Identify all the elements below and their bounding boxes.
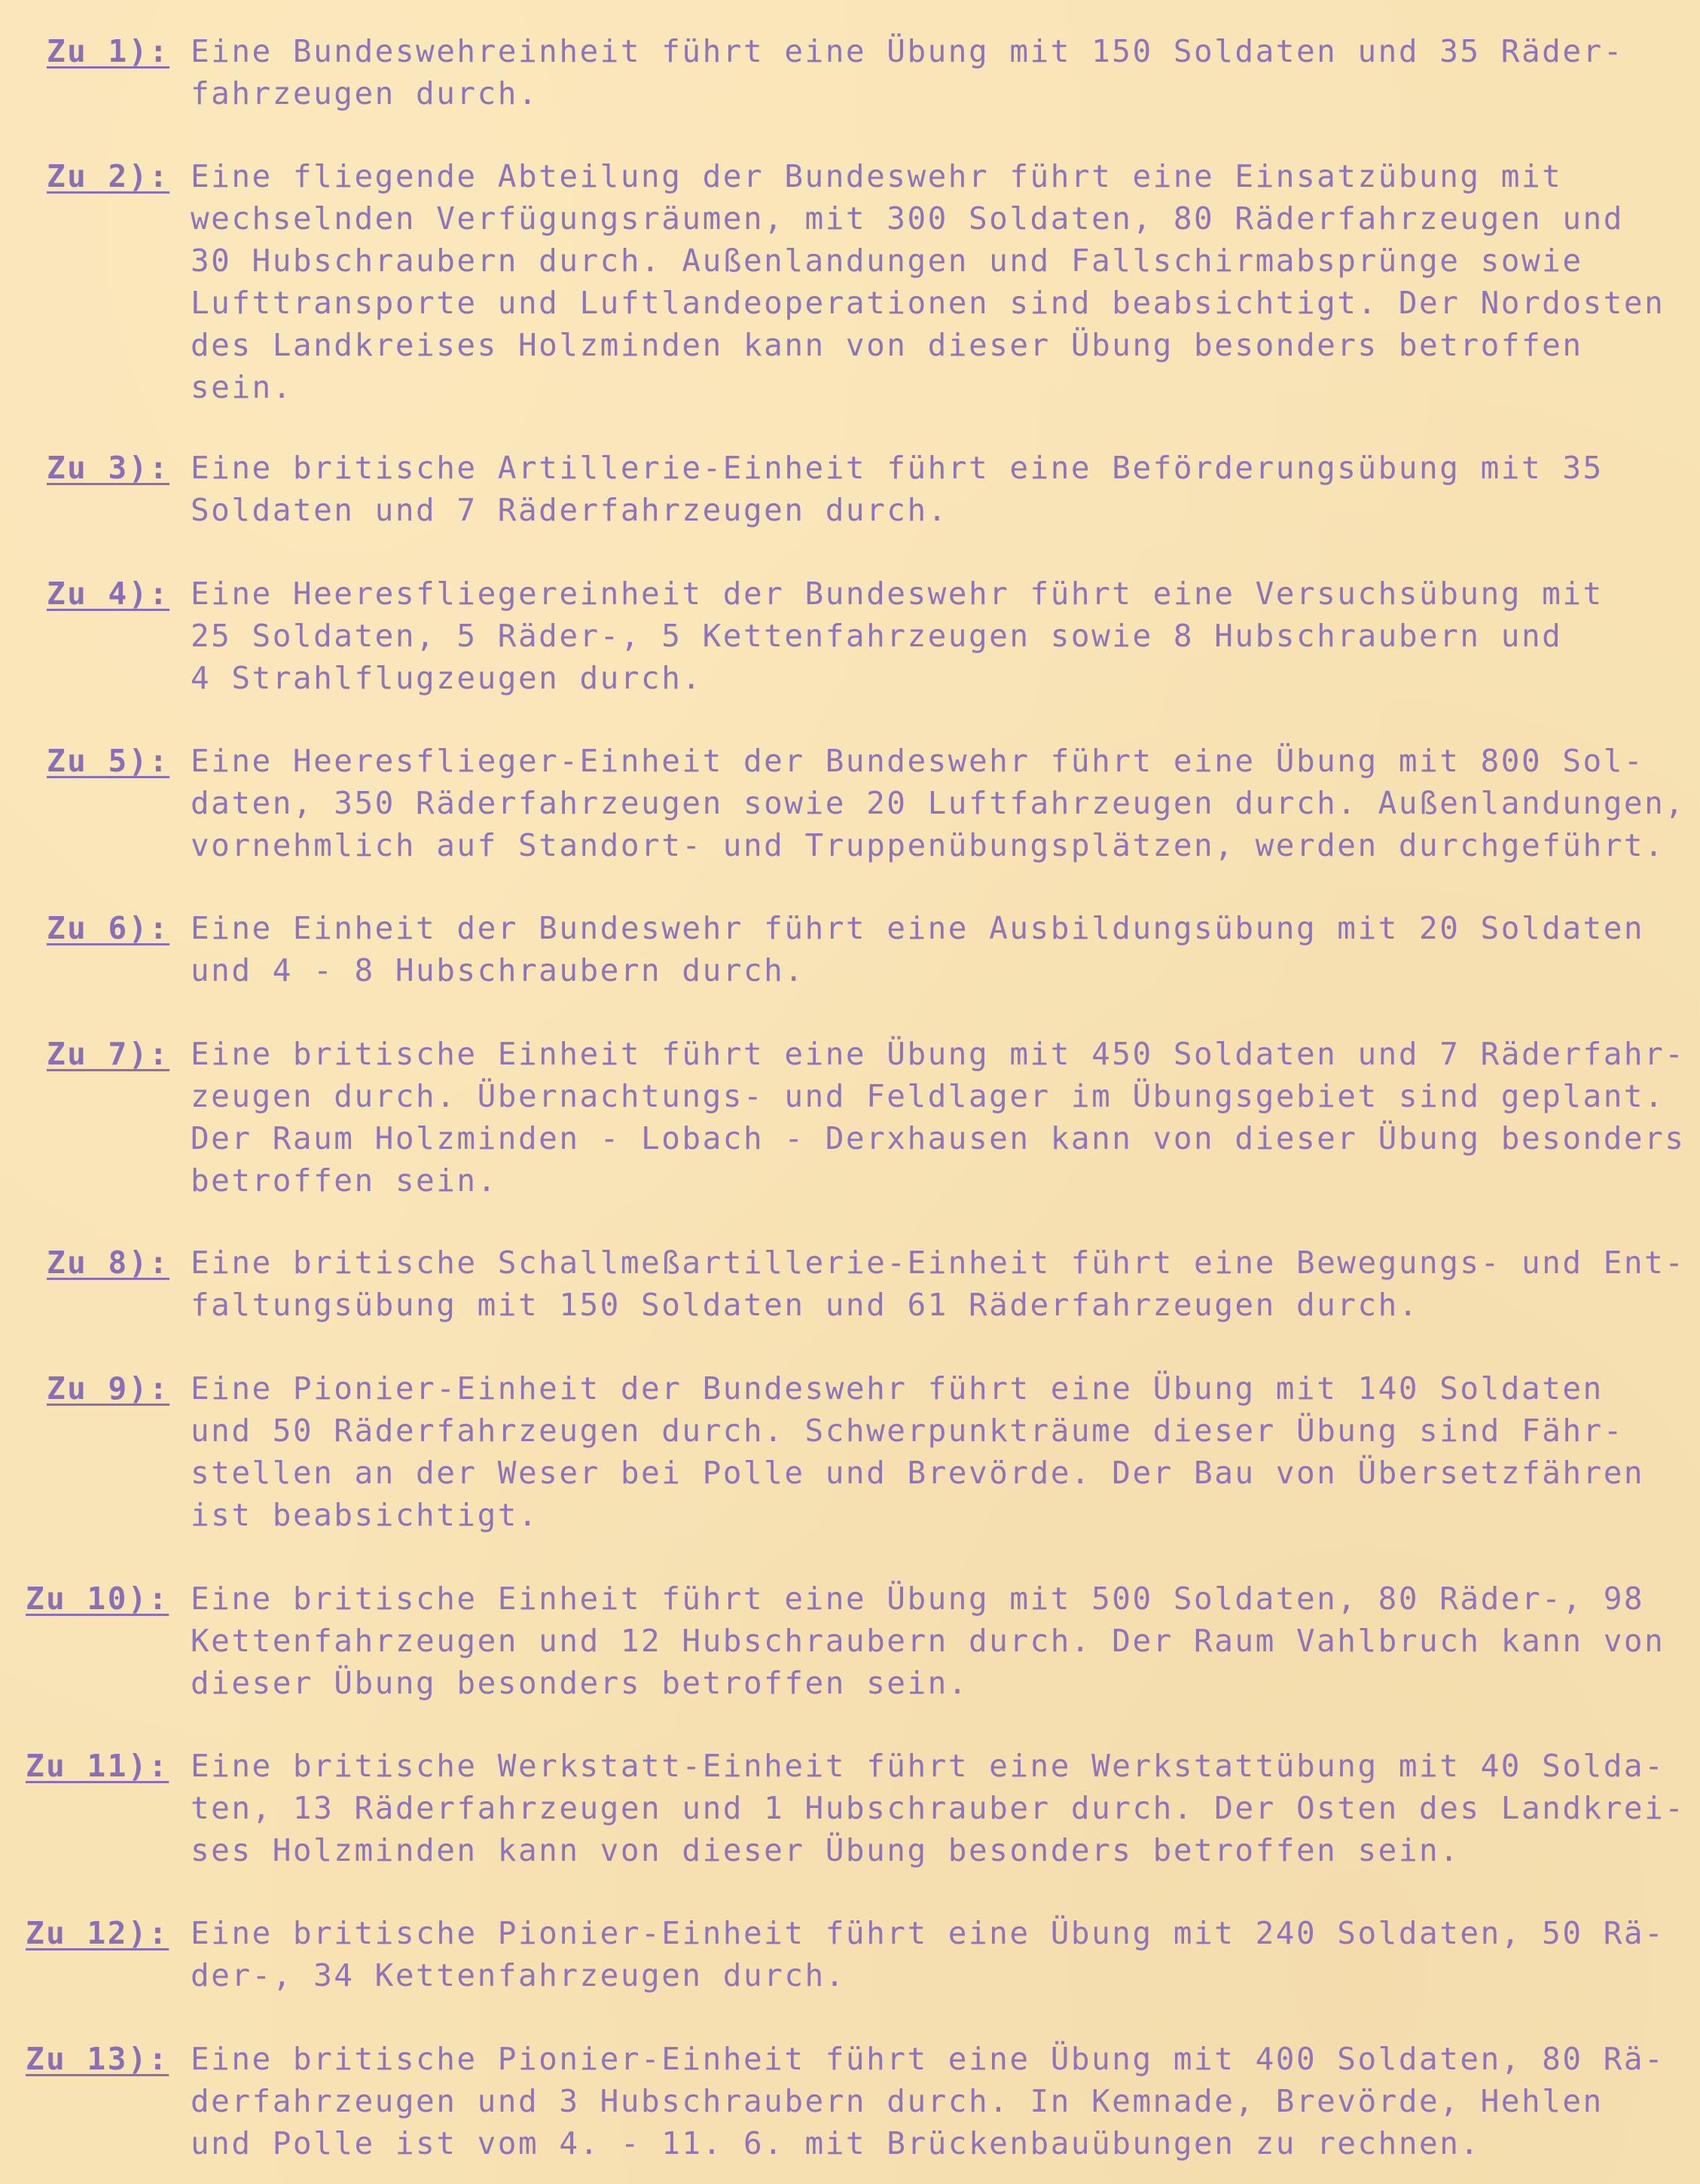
entry-text [191,1367,1689,1536]
text-line: Eine fliegende Abteilung der Bundeswehr führt eine Einsatzübung mit [191,158,1563,194]
text-line: Kettenfahrzeugen und 12 Hubschraubern durch. Der Raum Vahlbruch kann von [191,1623,1665,1659]
text-line: Eine Heeresflieger-Einheit der Bundeswehr führt eine Übung mit 800 Sol- [191,743,1645,779]
entry-label: Zu 3): [47,450,170,486]
text-line: und Polle ist vom 4. - 11. 6. mit Brückenbauübungen zu rechnen. [191,2125,1481,2161]
text-line: Eine Pionier-Einheit der Bundeswehr führt eine Übung mit 140 Soldaten [191,1370,1604,1407]
entry-label: Zu 2): [47,158,170,194]
text-line: derfahrzeugen und 3 Hubschraubern durch. In Kemnade, Brevörde, Hehlen [191,2083,1604,2119]
entry-label: Zu 1): [47,33,170,69]
entry-text [191,155,1689,408]
text-line: Soldaten und 7 Räderfahrzeugen durch. [191,492,948,528]
entry-label: Zu 9): [47,1370,170,1407]
text-line: Eine britische Einheit führt eine Übung mit 450 Soldaten und 7 Räderfahr- [191,1036,1686,1072]
text-line: Eine Einheit der Bundeswehr führt eine Ausbildungsübung mit 20 Soldaten [191,910,1645,946]
text-line: Eine britische Werkstatt-Einheit führt eine Werkstattübung mit 40 Solda- [191,1748,1665,1784]
text-line: dieser Übung besonders betroffen sein. [191,1665,969,1701]
entry-text [191,1578,1689,1704]
text-line: Der Raum Holzminden - Lobach - Derxhausen kann von dieser Übung besonders [191,1120,1686,1156]
text-line: Eine britische Pionier-Einheit führt eine Übung mit 240 Soldaten, 50 Rä- [191,1915,1665,1951]
text-line: ist beabsichtigt. [191,1497,539,1533]
entry-text [191,1912,1689,1996]
entry-label: Zu 11): [26,1748,169,1784]
text-line: Eine britische Schallmeßartillerie-Einheit führt eine Bewegungs- und Ent- [191,1245,1686,1281]
text-line: der-, 34 Kettenfahrzeugen durch. [191,1957,846,1993]
entry-label: Zu 13): [26,2041,169,2077]
text-line: betroffen sein. [191,1162,498,1199]
text-line: zeugen durch. Übernachtungs- und Feldlager im Übungsgebiet sind geplant. [191,1078,1665,1114]
text-line: sein. [191,369,293,405]
entry-label: Zu 4): [47,576,170,612]
entry-label: Zu 10): [26,1581,169,1617]
text-line: 30 Hubschraubern durch. Außenlandungen und Fallschirmabsprünge sowie [191,243,1583,279]
entry-text [191,30,1689,115]
text-line: und 50 Räderfahrzeugen durch. Schwerpunkträume dieser Übung sind Fähr- [191,1413,1624,1449]
text-line: Eine britische Pionier-Einheit führt eine Übung mit 400 Soldaten, 80 Rä- [191,2041,1665,2077]
entry-text [191,907,1689,991]
text-line: faltungsübung mit 150 Soldaten und 61 Räderfahrzeugen durch. [191,1287,1420,1323]
entry-label: Zu 5): [47,743,170,779]
text-line: 25 Soldaten, 5 Räder-, 5 Kettenfahrzeugen sowie 8 Hubschraubern und [191,618,1563,654]
text-line: Eine britische Artillerie-Einheit führt eine Beförderungsübung mit 35 [191,450,1604,486]
entry-text [191,573,1689,699]
text-line: und 4 - 8 Hubschraubern durch. [191,952,805,988]
text-line: daten, 350 Räderfahrzeugen sowie 20 Luftfahrzeugen durch. Außenlandungen, [191,785,1686,821]
text-line: Lufttransporte und Luftlandeoperationen sind beabsichtigt. Der Nordosten [191,285,1665,321]
entry-text [191,1745,1689,1871]
text-line: Eine britische Einheit führt eine Übung mit 500 Soldaten, 80 Räder-, 98 [191,1581,1645,1617]
text-line: fahrzeugen durch. [191,75,539,111]
text-line: 4 Strahlflugzeugen durch. [191,660,703,696]
text-line: Eine Bundeswehreinheit führt eine Übung mit 150 Soldaten und 35 Räder- [191,33,1624,69]
text-line: wechselnden Verfügungsräumen, mit 300 Soldaten, 80 Räderfahrzeugen und [191,200,1624,237]
entry-label: Zu 8): [47,1245,170,1281]
text-line: ses Holzminden kann von dieser Übung besonders betroffen sein. [191,1832,1460,1868]
entry-label: Zu 6): [47,910,170,946]
entry-text [191,1033,1689,1202]
entry-label: Zu 12): [26,1915,169,1951]
entry-text [191,1242,1689,1326]
text-line: ten, 13 Räderfahrzeugen und 1 Hubschrauber durch. Der Osten des Landkrei- [191,1790,1686,1826]
entry-text [191,447,1689,531]
entry-text [191,740,1689,866]
text-line: stellen an der Weser bei Polle und Brevörde. Der Bau von Übersetzfähren [191,1455,1645,1491]
entry-label: Zu 7): [47,1036,170,1072]
text-line: Eine Heeresfliegereinheit der Bundeswehr führt eine Versuchsübung mit [191,576,1604,612]
entry-text [191,2038,1689,2164]
text-line: vornehmlich auf Standort- und Truppenübungsplätzen, werden durchgeführt. [191,827,1665,863]
text-line: des Landkreises Holzminden kann von dieser Übung besonders betroffen [191,327,1583,363]
